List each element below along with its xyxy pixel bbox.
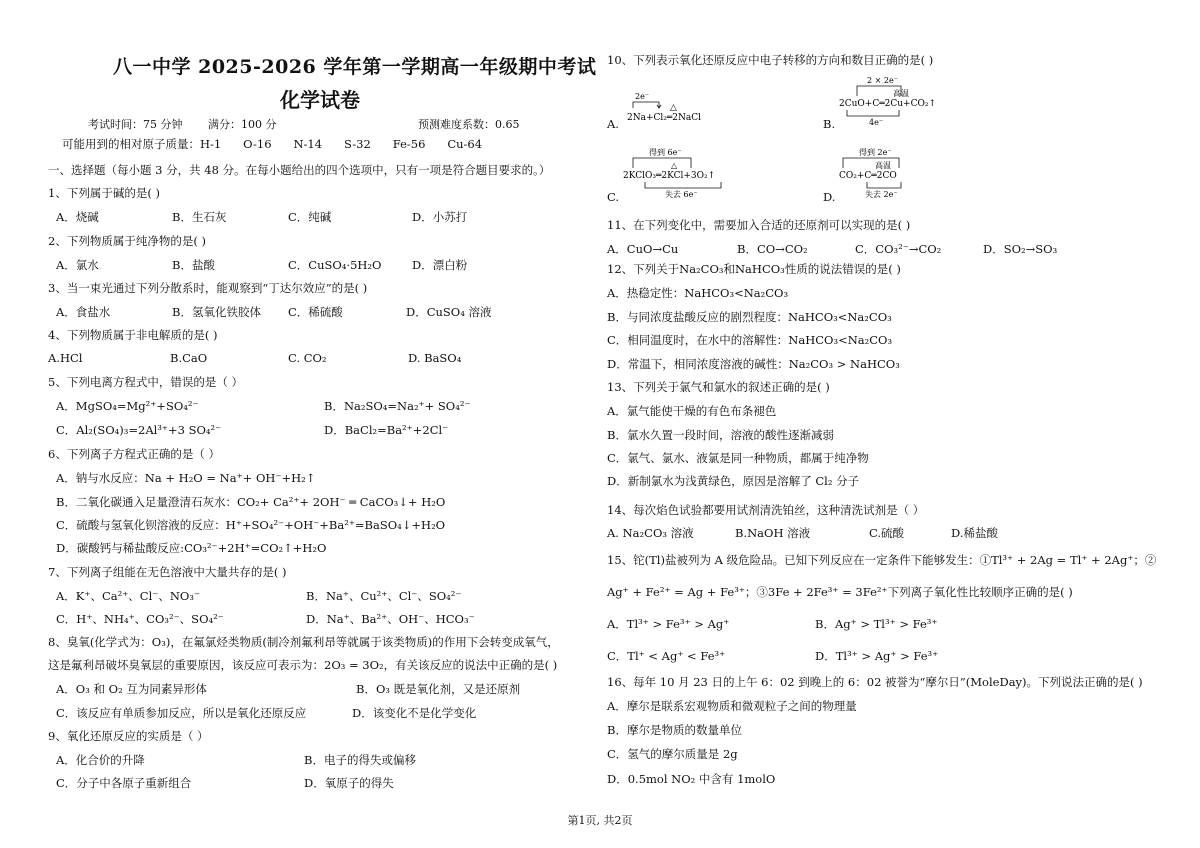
option-d[interactable]: D．氧原子的得失 — [304, 776, 394, 790]
option-d[interactable]: D．CuSO₄ 溶液 — [406, 305, 492, 319]
option-c[interactable]: C．氯气、氯水、液氯是同一种物质，都属于纯净物 — [607, 451, 869, 465]
question-stem-continued: 这是氟利昂破坏臭氧层的重要原因，该反应可表示为：2O₃ = 3O₂，有关该反应的说法中正确的是( ) — [48, 658, 558, 672]
electron-label-d-bottom: 失去 2e⁻ — [865, 190, 898, 199]
question-stem: 8、臭氧(化学式为：O₃)，在氟氯烃类物质(制冷剂氟利昂等就属于该类物质)的作用下会转变成氧气， — [48, 635, 559, 649]
option-b[interactable]: B.NaOH 溶液 — [735, 526, 811, 540]
exam-difficulty: 预测难度系数：0.65 — [418, 118, 520, 131]
option-c[interactable]: C．H⁺、NH₄⁺、CO₃²⁻、SO₄²⁻ — [56, 612, 224, 626]
condition-d: 高温 — [875, 161, 891, 170]
equation-c-diagram — [621, 146, 751, 202]
option-c[interactable]: C．相同温度时，在水中的溶解性：NaHCO₃<Na₂CO₃ — [607, 333, 893, 347]
option-d[interactable]: D．新制氯水为浅黄绿色，原因是溶解了 Cl₂ 分子 — [607, 474, 860, 488]
option-b[interactable]: B．二氧化碳通入足量澄清石灰水：CO₂+ Ca²⁺+ 2OH⁻ ═ CaCO₃↓+ H₂O — [56, 495, 446, 509]
question-stem: 2、下列物质属于纯净物的是( ) — [48, 234, 206, 248]
option-c[interactable]: C．硫酸与氢氧化钡溶液的反应：H⁺+SO₄²⁻+OH⁻+Ba²⁺=BaSO₄↓+H₂O — [56, 518, 446, 532]
question-stem: 10、下列表示氧化还原反应中电子转移的方向和数目正确的是( ) — [607, 53, 934, 67]
electron-label-d-top: 得到 2e⁻ — [859, 148, 892, 157]
option-a[interactable]: A．食盐水 — [56, 305, 111, 319]
exam-time: 考试时间：75 分钟 — [88, 118, 183, 131]
option-b[interactable]: B．O₃ 既是氧化剂，又是还原剂 — [356, 682, 521, 696]
equation-b: 2CuO+C═2Cu+CO₂↑ — [839, 99, 936, 109]
option-c[interactable]: C. — [607, 190, 620, 204]
option-a[interactable]: A．Tl³⁺ > Fe³⁺ > Ag⁺ — [607, 617, 730, 631]
option-c[interactable]: C．Al₂(SO₄)₃=2Al³⁺+3 SO₄²⁻ — [56, 423, 222, 437]
option-b[interactable]: B．Ag⁺ > Tl³⁺ > Fe³⁺ — [815, 617, 938, 631]
option-d[interactable]: D. BaSO₄ — [408, 351, 462, 365]
option-b[interactable]: B．Na₂SO₄=Na₂⁺+ SO₄²⁻ — [324, 399, 471, 413]
option-d[interactable]: D．碳酸钙与稀盐酸反应:CO₃²⁻+2H⁺=CO₂↑+H₂O — [56, 541, 327, 555]
option-d[interactable]: D．常温下，相同浓度溶液的碱性：Na₂CO₃ > NaHCO₃ — [607, 357, 900, 371]
option-d[interactable]: D．Na⁺、Ba²⁺、OH⁻、HCO₃⁻ — [306, 612, 475, 626]
exam-score: 满分：100 分 — [208, 118, 277, 131]
option-a[interactable]: A．K⁺、Ca²⁺、Cl⁻、NO₃⁻ — [56, 589, 201, 603]
option-c[interactable]: C．稀硫酸 — [288, 305, 343, 319]
question-stem: 1、下列属于碱的是( ) — [48, 186, 160, 200]
condition-c: △ — [671, 161, 678, 170]
equation-d: CO₂+C═2CO — [839, 171, 897, 181]
equation-a-diagram — [625, 88, 745, 132]
option-a[interactable]: A. Na₂CO₃ 溶液 — [607, 526, 694, 540]
question-stem: 15、铊(Tl)盐被列为 A 级危险品。已知下列反应在一定条件下能够发生：①Tl³⁺ + 2Ag = Tl⁺ + 2Ag⁺；② — [607, 553, 1157, 567]
question-stem: 4、下列物质属于非电解质的是( ) — [48, 328, 218, 342]
option-c[interactable]: C．CuSO₄·5H₂O — [288, 258, 382, 272]
option-a[interactable]: A．氯气能使干燥的有色布条褪色 — [607, 404, 777, 418]
option-a[interactable]: A．摩尔是联系宏观物质和微观粒子之间的物理量 — [607, 699, 857, 713]
electron-label-b-top: 2 × 2e⁻ — [867, 76, 898, 85]
question-stem: 11、在下列变化中，需要加入合适的还原剂可以实现的是( ) — [607, 218, 911, 232]
exam-title: 八一中学 2025-2026 学年第一学期高一年级期中考试 — [113, 56, 597, 78]
question-stem: 5、下列电离方程式中，错误的是（ ） — [48, 375, 243, 389]
question-stem: 13、下列关于氯气和氯水的叙述正确的是( ) — [607, 380, 830, 394]
exam-subtitle: 化学试卷 — [280, 88, 360, 112]
option-b[interactable]: B．生石灰 — [172, 210, 227, 224]
equation-b-diagram — [837, 74, 967, 130]
option-a[interactable]: A．MgSO₄=Mg²⁺+SO₄²⁻ — [56, 399, 199, 413]
option-a[interactable]: A．氯水 — [56, 258, 99, 272]
option-b[interactable]: B．氯水久置一段时间，溶液的酸性逐渐减弱 — [607, 428, 834, 442]
option-c[interactable]: C．分子中各原子重新组合 — [56, 776, 192, 790]
electron-label-b-bottom: 4e⁻ — [869, 118, 884, 127]
electron-label-c-top: 得到 6e⁻ — [649, 148, 682, 157]
option-a[interactable]: A．热稳定性：NaHCO₃<Na₂CO₃ — [607, 286, 789, 300]
option-b[interactable]: B．Na⁺、Cu²⁺、Cl⁻、SO₄²⁻ — [306, 589, 462, 603]
condition-a: △ — [670, 103, 677, 113]
option-d[interactable]: D. — [823, 190, 836, 204]
option-c[interactable]: C.硫酸 — [869, 526, 905, 540]
option-b[interactable]: B．盐酸 — [172, 258, 215, 272]
option-b[interactable]: B．CO→CO₂ — [737, 242, 808, 256]
option-a[interactable]: A. — [607, 117, 619, 131]
condition-b: 高温 — [893, 89, 909, 98]
option-d[interactable]: D．漂白粉 — [412, 258, 468, 272]
option-d[interactable]: D．小苏打 — [412, 210, 468, 224]
option-c[interactable]: C. CO₂ — [288, 351, 327, 365]
question-stem: 3、当一束光通过下列分散系时，能观察到“丁达尔效应”的是( ) — [48, 281, 368, 295]
section-heading: 一、选择题（每小题 3 分，共 48 分。在每小题给出的四个选项中，只有一项是符合题目要求的。） — [48, 163, 551, 177]
option-b[interactable]: B．电子的得失或偏移 — [304, 753, 416, 767]
equation-a: 2Na+Cl₂═2NaCl — [627, 113, 702, 123]
option-d[interactable]: D．Tl³⁺ > Ag⁺ > Fe³⁺ — [815, 649, 939, 663]
option-b[interactable]: B．氢氧化铁胶体 — [172, 305, 261, 319]
option-c[interactable]: C．纯碱 — [288, 210, 332, 224]
question-stem: 14、每次焰色试验都要用试剂清洗铂丝，这种清洗试剂是（ ） — [607, 503, 925, 517]
option-a[interactable]: A．O₃ 和 O₂ 互为同素异形体 — [56, 682, 207, 696]
option-d[interactable]: D．SO₂→SO₃ — [983, 242, 1058, 256]
option-c[interactable]: C．CO₃²⁻→CO₂ — [855, 242, 942, 256]
question-stem: 12、下列关于Na₂CO₃和NaHCO₃性质的说法错误的是( ) — [607, 262, 901, 276]
atomic-masses: 可能用到的相对原子质量：H-1 O-16 N-14 S-32 Fe-56 Cu-64 — [62, 137, 483, 151]
equation-d-diagram — [837, 146, 947, 202]
option-c[interactable]: C．该反应有单质参加反应，所以是氧化还原反应 — [56, 706, 307, 720]
question-stem: 9、氧化还原反应的实质是（ ） — [48, 729, 209, 743]
option-d[interactable]: D．0.5mol NO₂ 中含有 1molO — [607, 772, 776, 786]
question-stem-continued: Ag⁺ + Fe²⁺ = Ag + Fe³⁺；③3Fe + 2Fe³⁺ = 3Fe²⁺下列离子氧化性比较顺序正确的是( ) — [607, 585, 1073, 599]
page-footer: 第1页, 共2页 — [567, 814, 633, 827]
equation-c: 2KClO₃═2KCl+3O₂↑ — [623, 171, 716, 181]
option-a[interactable]: A．钠与水反应：Na + H₂O = Na⁺+ OH⁻+H₂↑ — [56, 471, 316, 485]
question-stem: 7、下列离子组能在无色溶液中大量共存的是( ) — [48, 565, 287, 579]
question-stem: 16、每年 10 月 23 日的上午 6：02 到晚上的 6：02 被誉为“摩尔日”(MoleDay)。下列说法正确的是( ) — [607, 675, 1143, 689]
option-b[interactable]: B．与同浓度盐酸反应的剧烈程度：NaHCO₃<Na₂CO₃ — [607, 310, 892, 324]
option-a[interactable]: A．化合价的升降 — [56, 753, 145, 767]
electron-label-a: 2e⁻ — [635, 92, 650, 101]
option-c[interactable]: C．Tl⁺ < Ag⁺ < Fe³⁺ — [607, 649, 726, 663]
option-b[interactable]: B. — [823, 117, 836, 131]
option-a[interactable]: A.HCl — [48, 351, 83, 365]
option-b[interactable]: B.CaO — [170, 351, 208, 365]
option-c[interactable]: C．氢气的摩尔质量是 2g — [607, 747, 738, 761]
option-a[interactable]: A．CuO→Cu — [607, 242, 679, 256]
option-d[interactable]: D．BaCl₂=Ba²⁺+2Cl⁻ — [324, 423, 449, 437]
electron-label-c-bottom: 失去 6e⁻ — [665, 190, 698, 199]
option-b[interactable]: B．摩尔是物质的数量单位 — [607, 723, 742, 737]
question-stem: 6、下列离子方程式正确的是（ ） — [48, 447, 220, 461]
option-d[interactable]: D.稀盐酸 — [951, 526, 998, 540]
option-d[interactable]: D．该变化不是化学变化 — [352, 706, 477, 720]
option-a[interactable]: A．烧碱 — [56, 210, 99, 224]
